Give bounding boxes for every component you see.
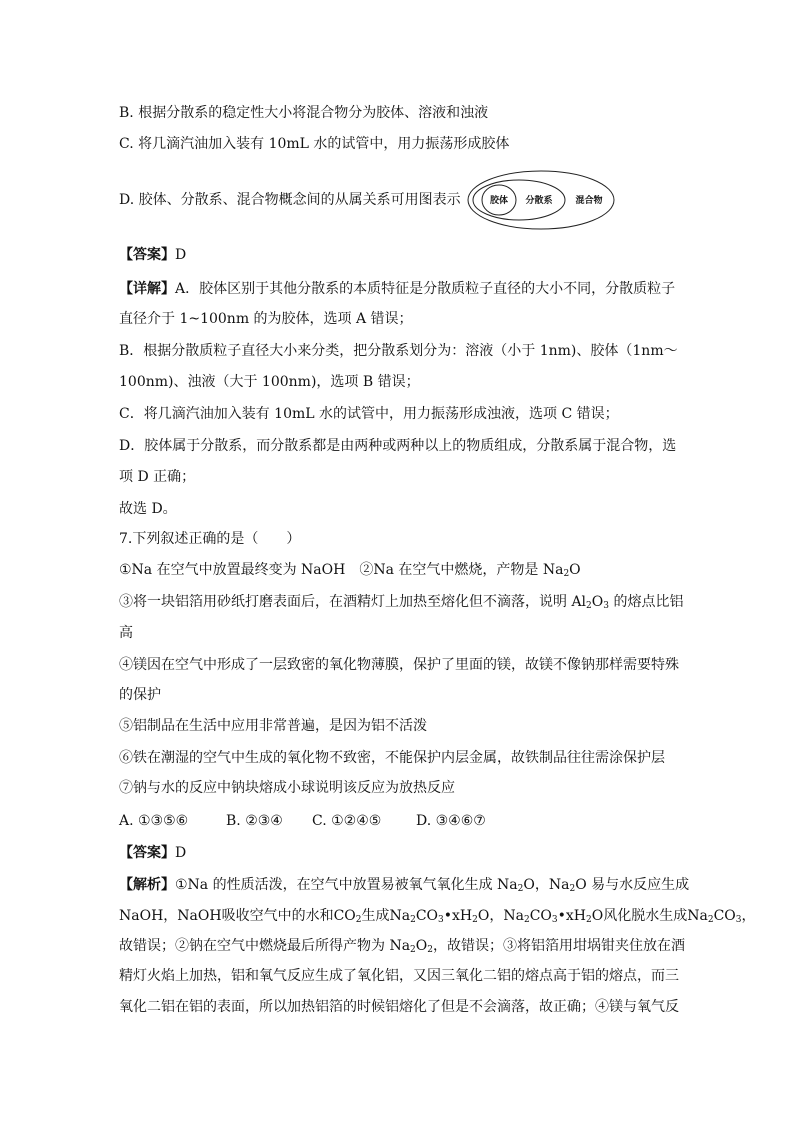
q7-option-b: B. ②③④ [226,813,283,829]
detail-a-1: 【详解】A．胶体区别于其他分散系的本质特征是分散质粒子直径的大小不同，分散质粒子 [119,281,676,297]
statement-3: ③将一块铝箔用砂纸打磨表面后，在酒精灯上加热至熔化但不滴落，说明 $Al_2O_3$ 的熔点比铝 [119,594,684,611]
statement-1-2: ①Na 在空气中放置最终变为 NaOH ②Na 在空气中燃烧，产物是 $Na_2O$ [119,562,581,579]
set-diagram [467,169,617,231]
answer-label: 【答案】 [119,247,175,263]
statement-5: ⑤铝制品在生活中应用非常普遍，是因为铝不活泼 [119,718,427,734]
analysis-4: 精灯火焰上加热，铝和氧气反应生成了氧化铝，又因三氧化二铝的熔点高于铝的熔点，而三 [119,968,679,984]
q7-stem: 7.下列叙述正确的是（ ） [119,531,301,547]
detail-b-2: 100nm)、浊液（大于 100nm)，选项 B 错误； [119,374,420,390]
option-d: D. 胶体、分散系、混合物概念间的从属关系可用图表示 [119,192,461,208]
detail-a-2: 直径介于 1~100nm 的为胶体，选项 A 错误； [119,311,413,327]
statement-4-1: ④镁因在空气中形成了一层致密的氧化物薄膜，保护了里面的镁，故镁不像钠那样需要特殊 [119,657,679,673]
analysis-1: 【解析】①Na 的性质活泼，在空气中放置易被氧气氧化生成 $Na_2O$，$Na_2O$ 易与水反应生成 [119,877,690,894]
detail-d-1: D．胶体属于分散系，而分散系都是由两种或两种以上的物质组成，分散系属于混合物，选 [119,438,677,454]
option-c: C. 将几滴汽油加入装有 10mL 水的试管中，用力振荡形成胶体 [119,136,510,152]
option-b: B. 根据分散系的稳定性大小将混合物分为胶体、溶液和浊液 [119,105,489,121]
q7-option-a: A. ①③⑤⑥ [119,813,189,829]
analysis-3: 故错误；②钠在空气中燃烧最后所得产物为 $Na_2O_2$，故错误；③将铝箔用坩埚钳夹住放在酒 [119,938,685,955]
statement-7: ⑦钠与水的反应中钠块熔成小球说明该反应为放热反应 [119,780,455,796]
conclusion: 故选 D。 [119,501,177,517]
q7-option-d: D. ③④⑥⑦ [416,813,486,829]
statement-6: ⑥铁在潮湿的空气中生成的氧化物不致密，不能保护内层金属，故铁制品往往需涂保护层 [119,750,665,766]
analysis-2: NaOH，NaOH吸收空气中的水和$CO_2$生成$Na_2CO_3•xH_2O$，$Na_2CO_3•xH_2O$风化脱水生成$Na_2CO_3$， [119,908,756,925]
detail-b-1: B．根据分散质粒子直径大小来分类，把分散系划分为：溶液（小于 1nm)、胶体（1nm～ [119,343,678,359]
q7-options [119,811,486,831]
detail-d-2: 项 D 正确； [119,469,196,485]
diagram-inner-label: 胶体 [489,196,509,206]
statement-4-2: 的保护 [119,687,161,703]
diagram-outer-label: 混合物 [575,196,603,206]
diagram-middle-label: 分散系 [525,196,553,206]
answer-q6 [119,245,186,265]
detail-c: C．将几滴汽油加入装有 10mL 水的试管中，用力振荡形成浊液，选项 C 错误； [119,406,619,422]
detail-label: 【详解】 [119,281,175,297]
q7-option-c: C. ①②④⑤ [312,813,382,829]
statement-3-cont: 高 [119,625,133,641]
answer-value: D [175,247,187,263]
analysis-5: 氧化二铝在铝的表面，所以加热铝箔的时候铝熔化了但是不会滴落，故正确；④镁与氧气反 [119,999,679,1015]
analysis-label: 【解析】 [119,877,175,893]
answer-q7: 【答案】D [119,845,187,861]
